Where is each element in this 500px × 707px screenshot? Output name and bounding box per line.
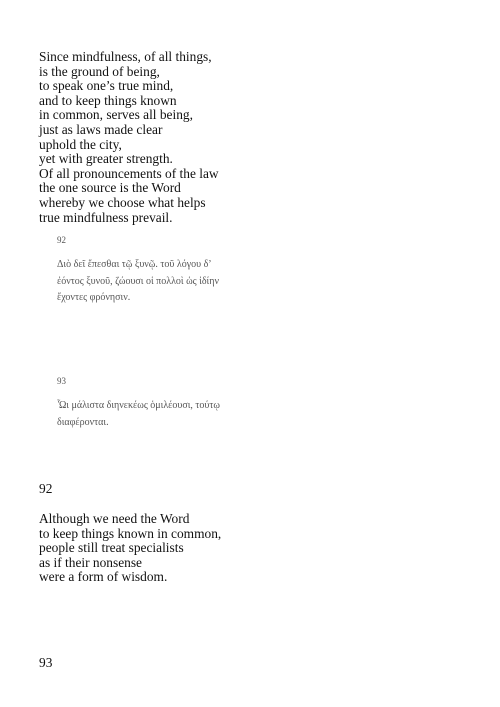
translation-line: Although we need the Word [39, 511, 190, 526]
passage-line: true mindfulness prevail. [39, 209, 173, 225]
greek-line: διαφέρονται. [57, 416, 109, 428]
translation-number-93: 93 [39, 655, 53, 670]
passage-line: uphold the city, [39, 136, 122, 152]
passage-line: whereby we choose what helps [39, 194, 206, 210]
translation-line: were a form of wisdom. [39, 569, 168, 585]
translation-number-92: 92 [39, 481, 53, 496]
translation-line: to keep things known in common, [39, 525, 222, 541]
greek-fragment-92 [57, 235, 219, 307]
translation-line: as if their nonsense [39, 554, 143, 570]
greek-line: ἔχοντες φρόνησιν. [57, 292, 131, 303]
passage-line: the one source is the Word [39, 180, 181, 196]
greek-line: ἐόντος ξυνοῦ, ζώουσι οἱ πολλοὶ ὡς ἰδίην [57, 275, 219, 287]
translation-92 [39, 512, 221, 585]
greek-line: Ὧι μάλιστα διηνεκέως ὁμιλέουσι, τούτῳ [57, 400, 220, 411]
translation-line: people still treat specialists [39, 540, 184, 556]
greek-fragment-93 [57, 376, 220, 431]
passage-line: just as laws made clear [39, 121, 163, 137]
passage-line: in common, serves all being, [39, 107, 193, 123]
fragment-number: 93 [57, 376, 66, 386]
passage-line: is the ground of being, [39, 63, 160, 79]
passage-line: Since mindfulness, of all things, [39, 49, 212, 64]
passage-line: to speak one’s true mind, [39, 78, 174, 94]
passage-line: Of all pronouncements of the law [39, 165, 219, 181]
greek-line: Διὸ δεῖ ἕπεσθαι τῷ ξυνῷ. τοῦ λόγου δ’ [57, 259, 212, 270]
passage-line: yet with greater strength. [39, 151, 173, 167]
fragment-number: 92 [57, 235, 66, 245]
top-passage [39, 50, 219, 225]
passage-line: and to keep things known [39, 92, 177, 108]
